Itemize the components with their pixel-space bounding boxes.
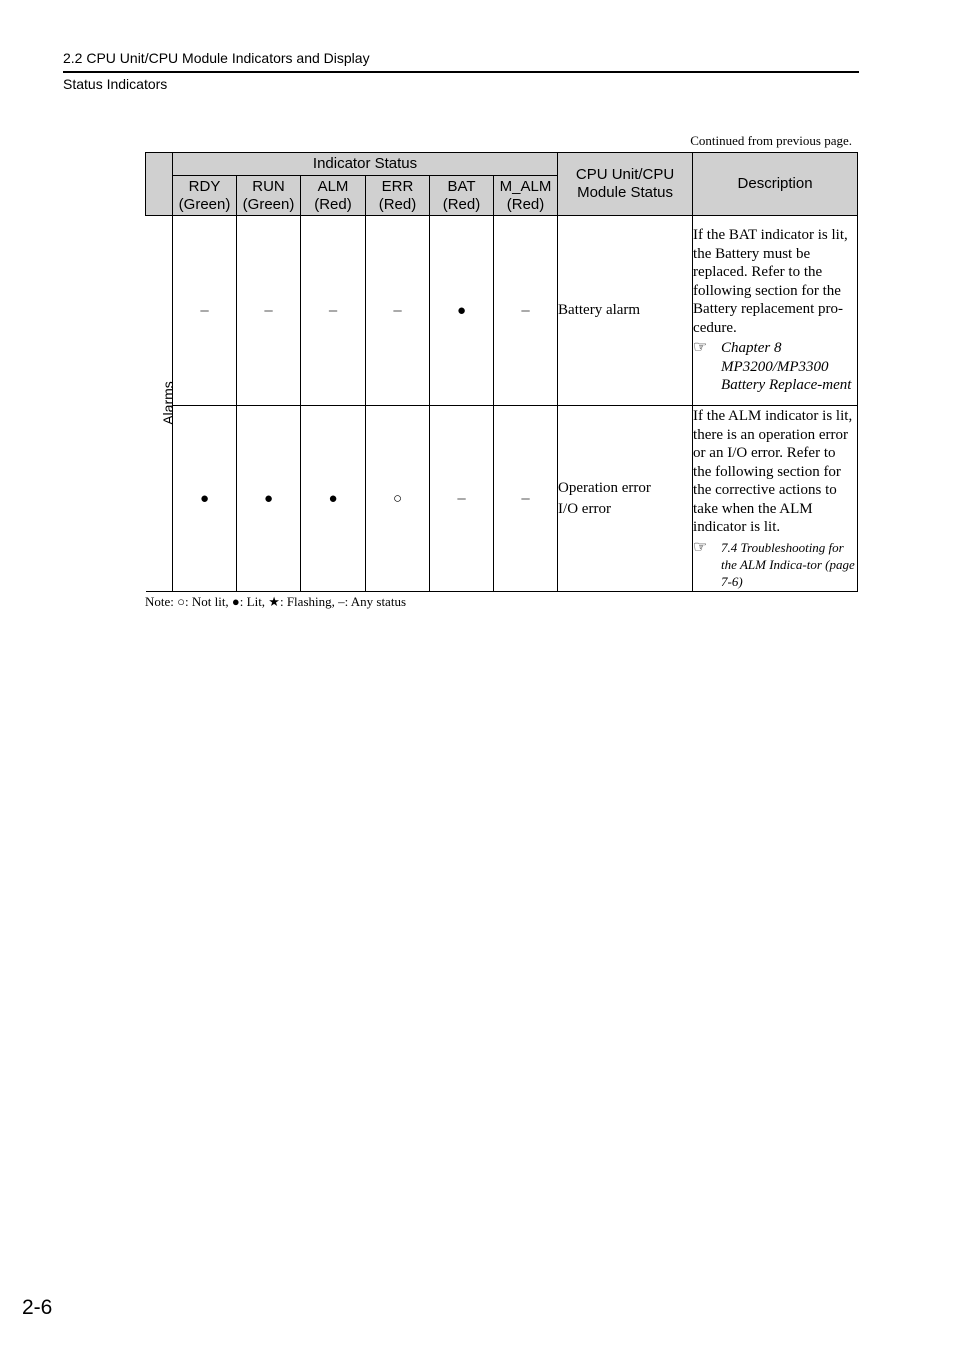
status-line: I/O error <box>558 500 611 517</box>
continued-note: Continued from previous page. <box>690 133 852 148</box>
col-color: (Red) <box>378 195 417 213</box>
description-header: Description <box>693 153 858 216</box>
col-alm <box>301 176 366 216</box>
col-name: RUN <box>252 177 285 195</box>
description-text: If the ALM indicator is lit, there is an operation error or an I/O error. Refer to the following section for the corrective actions to take when the ALM indicator is lit. <box>693 408 853 536</box>
indicator-cell: ○ <box>366 406 430 592</box>
indicator-cell: – <box>237 216 301 406</box>
indicator-cell: – <box>494 406 558 592</box>
indicator-cell: – <box>366 216 430 406</box>
indicator-cell: – <box>430 406 494 592</box>
legend-note: Note: ○: Not lit, ●: Lit, ★: Flashing, –: Any status <box>145 594 407 609</box>
pointing-hand-icon: ☞ <box>693 339 708 357</box>
col-name: ALM <box>317 177 349 195</box>
indicator-cell: ● <box>301 406 366 592</box>
description-cell <box>693 216 858 406</box>
reference-text[interactable]: Chapter 8 MP3200/MP3300 Battery Replace-ment <box>721 340 852 394</box>
description-cell <box>693 406 858 592</box>
description-text: If the BAT indicator is lit, the Battery must be replaced. Refer to the following section for the Battery replacement pro-cedure. <box>693 227 848 336</box>
reference-link[interactable] <box>693 539 857 590</box>
module-status-cell <box>558 216 693 406</box>
module-status-header <box>558 153 693 216</box>
indicator-cell: ● <box>237 406 301 592</box>
indicator-cell: ● <box>430 216 494 406</box>
col-name: RDY <box>188 177 221 195</box>
indicator-cell: ● <box>173 406 237 592</box>
category-label: Alarms <box>159 380 176 425</box>
module-status-cell <box>558 406 693 592</box>
status-line: Battery alarm <box>558 302 641 318</box>
reference-link[interactable] <box>693 339 857 395</box>
col-name: M_ALM <box>499 177 552 195</box>
col-color: (Green) <box>178 195 231 213</box>
header-rule <box>63 71 859 73</box>
col-name: BAT <box>447 177 476 195</box>
col-err <box>366 176 430 216</box>
module-status-header-text: CPU Unit/CPU Module Status <box>575 166 675 201</box>
col-m-alm <box>494 176 558 216</box>
indicator-cell: – <box>494 216 558 406</box>
col-rdy <box>173 176 237 216</box>
col-color: (Red) <box>506 195 545 213</box>
section-title: 2.2 CPU Unit/CPU Module Indicators and Display <box>63 50 370 66</box>
col-bat <box>430 176 494 216</box>
indicator-status-header: Indicator Status <box>173 153 558 176</box>
col-color: (Green) <box>242 195 295 213</box>
page-number: 2-6 <box>22 1296 53 1319</box>
indicator-status-table <box>145 152 858 592</box>
pointing-hand-icon: ☞ <box>693 538 708 556</box>
status-line: Operation error <box>558 479 651 496</box>
indicator-cell: – <box>173 216 237 406</box>
col-name: ERR <box>381 177 414 195</box>
reference-text[interactable]: 7.4 Troubleshooting for the ALM Indica-tor (page 7-6) <box>721 539 855 589</box>
col-color: (Red) <box>314 195 352 213</box>
subsection-title: Status Indicators <box>63 76 168 92</box>
corner-cell <box>146 153 173 216</box>
indicator-cell: – <box>301 216 366 406</box>
col-color: (Red) <box>442 195 481 213</box>
table-row <box>146 216 858 406</box>
category-cell <box>146 216 176 592</box>
col-run <box>237 176 301 216</box>
table-row <box>146 406 858 592</box>
